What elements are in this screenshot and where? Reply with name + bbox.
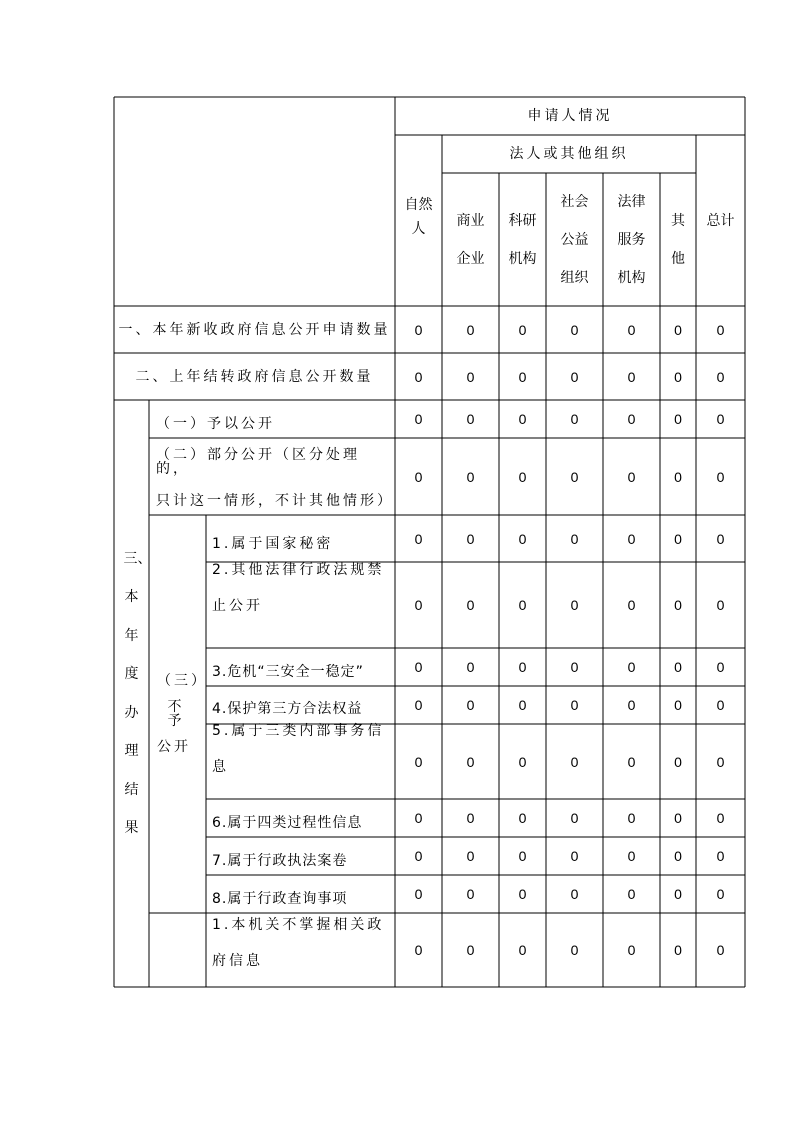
value-cell: 0 <box>518 411 527 427</box>
value-cell: 0 <box>627 368 636 385</box>
header-other <box>660 173 696 306</box>
value-cell: 0 <box>716 411 725 427</box>
value-cell: 0 <box>466 530 475 547</box>
value-cell: 0 <box>627 597 636 613</box>
value-cell: 0 <box>627 411 636 427</box>
value-cell: 0 <box>414 886 423 902</box>
value-cell: 0 <box>674 321 682 338</box>
value-cell: 0 <box>674 810 682 826</box>
value-cell: 0 <box>627 753 636 770</box>
value-cell: 0 <box>570 659 579 675</box>
value-cell: 0 <box>466 886 475 902</box>
value-cell: 0 <box>627 659 636 675</box>
value-cell: 0 <box>414 321 423 338</box>
row-grant-label: （一）予以公开 <box>156 416 275 432</box>
value-cell: 0 <box>466 411 475 427</box>
row-deny-2-label <box>212 563 394 648</box>
row-deny-3-label: 3.危机“三安全一稳定” <box>212 664 364 680</box>
value-cell: 0 <box>570 753 579 770</box>
value-cell: 0 <box>570 368 579 385</box>
value-cell: 0 <box>674 597 682 613</box>
row-carried-over-label: 二、上年结转政府信息公开数量 <box>135 368 374 385</box>
value-cell: 0 <box>518 468 527 485</box>
row-deny-5-line2: 息 <box>212 759 229 775</box>
header-legal-service <box>603 173 660 306</box>
deny-group-line3: 公开 <box>157 739 191 755</box>
value-cell: 0 <box>570 942 579 958</box>
value-cell: 0 <box>518 753 527 770</box>
value-cell: 0 <box>674 368 682 385</box>
value-cell: 0 <box>466 753 475 770</box>
header-other-text: 其他 <box>671 212 685 267</box>
value-cell: 0 <box>674 942 682 958</box>
value-cell: 0 <box>716 886 725 902</box>
value-cell: 0 <box>414 530 423 547</box>
value-cell: 0 <box>518 886 527 902</box>
value-cell: 0 <box>414 468 423 485</box>
row-unable-1-label <box>212 918 394 993</box>
value-cell: 0 <box>518 848 527 864</box>
value-cell: 0 <box>716 530 725 547</box>
value-cell: 0 <box>716 942 725 958</box>
deny-group-line1: （三） <box>157 673 208 689</box>
value-cell: 0 <box>716 659 725 675</box>
value-cell: 0 <box>627 321 636 338</box>
value-cell: 0 <box>627 530 636 547</box>
value-cell: 0 <box>716 597 725 613</box>
value-cell: 0 <box>674 848 682 864</box>
value-cell: 0 <box>570 597 579 613</box>
value-cell: 0 <box>414 697 423 713</box>
value-cell: 0 <box>674 886 682 902</box>
header-research <box>499 173 546 306</box>
value-cell: 0 <box>414 810 423 826</box>
value-cell: 0 <box>518 810 527 826</box>
row-deny-4-label: 4.保护第三方合法权益 <box>212 701 363 717</box>
value-cell: 0 <box>414 368 423 385</box>
value-cell: 0 <box>570 411 579 427</box>
row-unable-1-line1: 1.本机关不掌握相关政 <box>212 917 385 933</box>
row-deny-7-label: 7.属于行政执法案卷 <box>212 853 348 869</box>
row-new-requests-label: 一、本年新收政府信息公开申请数量 <box>118 321 391 338</box>
value-cell: 0 <box>518 942 527 958</box>
row-deny-8-label: 8.属于行政查询事项 <box>212 891 348 907</box>
value-cell: 0 <box>518 597 527 613</box>
value-cell: 0 <box>570 810 579 826</box>
value-cell: 0 <box>466 468 475 485</box>
header-applicant: 申请人情况 <box>527 108 613 124</box>
row-partial-label <box>156 440 394 515</box>
header-total: 总计 <box>706 212 735 229</box>
deny-group-label <box>149 515 206 913</box>
value-cell: 0 <box>414 411 423 427</box>
value-cell: 0 <box>466 321 475 338</box>
value-cell: 0 <box>466 810 475 826</box>
value-cell: 0 <box>570 468 579 485</box>
section-results-label <box>114 400 152 987</box>
value-cell: 0 <box>716 368 725 385</box>
value-cell: 0 <box>518 659 527 675</box>
value-cell: 0 <box>674 753 682 770</box>
value-cell: 0 <box>570 321 579 338</box>
value-cell: 0 <box>570 886 579 902</box>
row-deny-5-line1: 5.属于三类内部事务信 <box>212 723 385 739</box>
value-cell: 0 <box>674 530 682 547</box>
row-deny-2-line2: 止公开 <box>212 598 263 614</box>
value-cell: 0 <box>414 597 423 613</box>
value-cell: 0 <box>518 321 527 338</box>
value-cell: 0 <box>716 753 725 770</box>
row-partial-line2: 只计这一情形，不计其他情形） <box>156 492 394 509</box>
value-cell: 0 <box>716 810 725 826</box>
value-cell: 0 <box>466 848 475 864</box>
value-cell: 0 <box>674 659 682 675</box>
value-cell: 0 <box>627 848 636 864</box>
value-cell: 0 <box>570 697 579 713</box>
header-legal-service-text: 法律服务机构 <box>617 193 646 286</box>
deny-group-line2: 不予 <box>167 699 196 729</box>
value-cell: 0 <box>674 468 682 485</box>
header-commercial-text: 商业企业 <box>456 212 485 267</box>
value-cell: 0 <box>716 468 725 485</box>
value-cell: 0 <box>627 810 636 826</box>
value-cell: 0 <box>466 597 475 613</box>
header-natural-person <box>395 135 442 306</box>
value-cell: 0 <box>716 848 725 864</box>
value-cell: 0 <box>518 530 527 547</box>
header-research-text: 科研机构 <box>508 212 537 267</box>
value-cell: 0 <box>627 942 636 958</box>
row-deny-5-label <box>212 724 394 809</box>
row-unable-1-line2: 府信息 <box>212 953 263 969</box>
section-results-text: 三、本年度办理结果 <box>123 550 152 836</box>
row-deny-6-label: 6.属于四类过程性信息 <box>212 815 363 831</box>
value-cell: 0 <box>674 411 682 427</box>
row-deny-2-line1: 2.其他法律行政法规禁 <box>212 562 385 578</box>
row-deny-1-label: 1.属于国家秘密 <box>212 536 334 552</box>
value-cell: 0 <box>570 530 579 547</box>
value-cell: 0 <box>466 942 475 958</box>
value-cell: 0 <box>414 942 423 958</box>
value-cell: 0 <box>627 886 636 902</box>
row-partial-line1: （二）部分公开（区分处理的， <box>156 446 360 477</box>
value-cell: 0 <box>674 697 682 713</box>
value-cell: 0 <box>414 848 423 864</box>
value-cell: 0 <box>466 659 475 675</box>
header-commercial <box>442 173 499 306</box>
value-cell: 0 <box>466 368 475 385</box>
header-natural-person-text: 自然人 <box>404 197 433 237</box>
value-cell: 0 <box>414 753 423 770</box>
value-cell: 0 <box>627 697 636 713</box>
value-cell: 0 <box>627 468 636 485</box>
value-cell: 0 <box>716 321 725 338</box>
value-cell: 0 <box>518 697 527 713</box>
value-cell: 0 <box>414 659 423 675</box>
value-cell: 0 <box>466 697 475 713</box>
value-cell: 0 <box>570 848 579 864</box>
header-public-welfare-text: 社会公益组织 <box>560 193 589 286</box>
value-cell: 0 <box>716 697 725 713</box>
value-cell: 0 <box>518 368 527 385</box>
header-public-welfare <box>546 173 603 306</box>
header-legal-persons: 法人或其他组织 <box>509 146 629 162</box>
